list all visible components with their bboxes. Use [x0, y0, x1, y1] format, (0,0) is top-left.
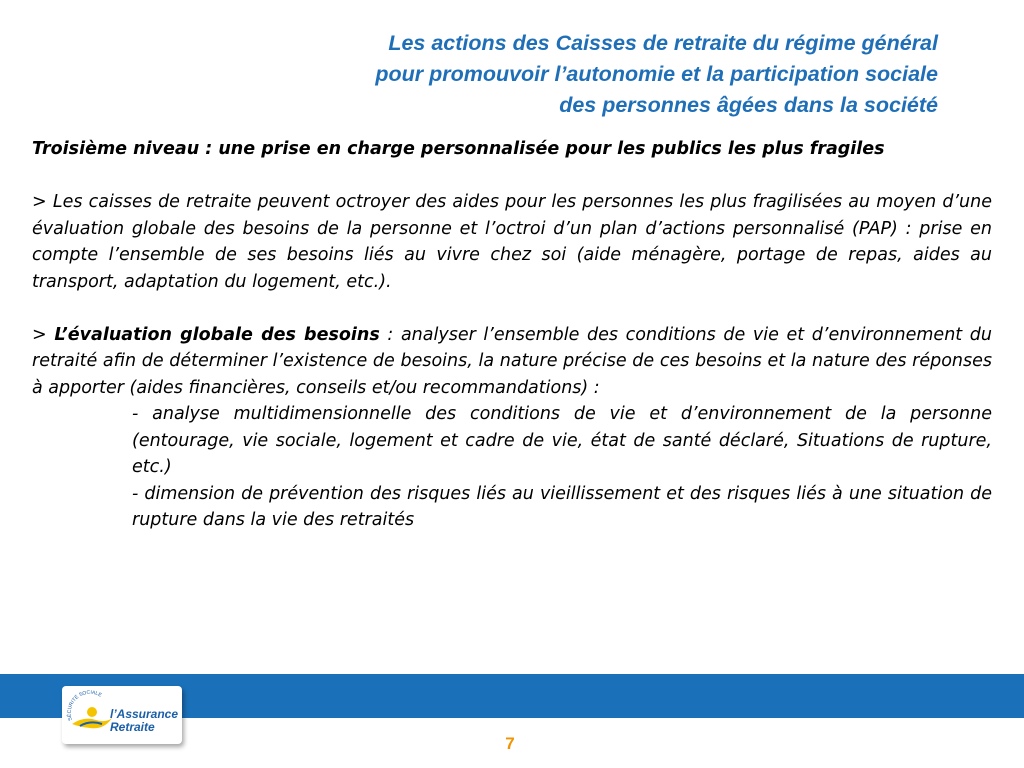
page-number: 7: [505, 734, 515, 753]
slide-title: [178, 28, 938, 121]
bullet-item: - dimension de prévention des risques liés au vieillissement et des risques liés à une situation de rupture dans la vie des retraités: [132, 483, 992, 530]
svg-text:SÉCURITÉ SOCIALE: [66, 690, 103, 721]
logo-wordmark: [110, 708, 178, 734]
paragraph-evaluation-term: L’évaluation globale des besoins: [54, 324, 380, 345]
title-line-1: Les actions des Caisses de retraite du régime général: [388, 31, 938, 55]
paragraph-evaluation-text: : analyser l’ensemble des conditions de vie et d’environnement du retraité afin de déterminer l’existence de besoins, la nature précise de ces besoins et la nature des réponses à apporter (aides financières, conseils et/ou recommandations) :: [32, 324, 992, 398]
paragraph-pap: > Les caisses de retraite peuvent octroyer des aides pour les personnes les plus fragilisées au moyen d’une évaluation globale des besoins de la personne et l’octroi d’un plan d’actions personnalisé (PAP) : prise en compte l’ensemble de ses besoins liés au vivre chez soi (aide ménagère, portage de repas, aides au transport, adaptation du logement, etc.).: [32, 192, 992, 292]
section-heading: Troisième niveau : une prise en charge personnalisée pour les publics les plus fragiles: [32, 139, 885, 159]
logo-line-1: l’Assurance: [110, 707, 179, 721]
title-line-2: pour promouvoir l’autonomie et la participation sociale: [375, 62, 938, 86]
title-line-3: des personnes âgées dans la société: [559, 93, 938, 117]
bullet-item: - analyse multidimensionnelle des conditions de vie et d’environnement de la personne (entourage, vie sociale, logement et cadre de vie, état de santé déclaré, Situations de rupture, etc.): [132, 404, 992, 477]
slide-body: [32, 136, 992, 534]
assurance-retraite-logo: [62, 686, 182, 744]
assurance-retraite-logo-icon: [66, 690, 114, 740]
logo-line-2: Retraite: [110, 720, 155, 734]
paragraph-evaluation: [32, 322, 992, 402]
logo-arc-text: SÉCURITÉ SOCIALE: [66, 690, 103, 722]
paragraph-evaluation-prefix: >: [32, 324, 55, 345]
